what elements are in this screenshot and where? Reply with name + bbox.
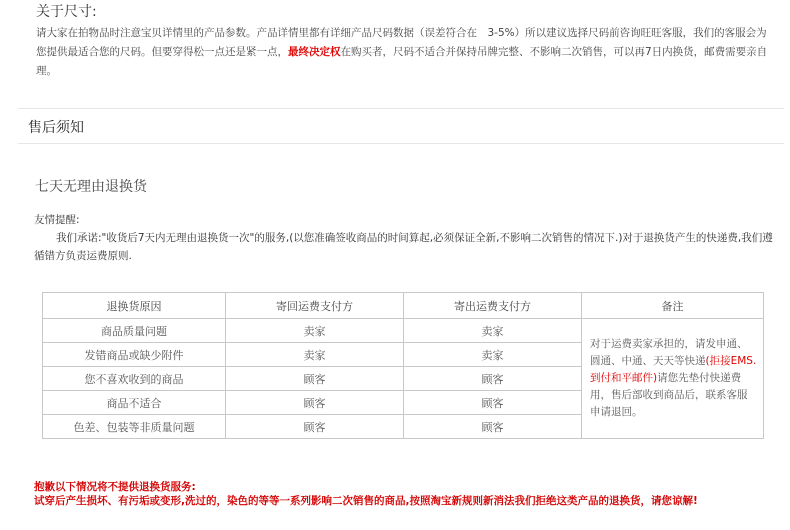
size-paragraph-text-2: 在购买者，尺码不适合并保持吊牌完整、不影响二次销售，可以再7日内换货，邮费需要亲自理。 xyxy=(36,46,768,77)
cell-return-payer: 卖家 xyxy=(226,343,404,367)
return-policy-subtitle: 七天无理由退换货 xyxy=(35,179,147,195)
cell-return-payer: 顾客 xyxy=(226,367,404,391)
after-sales-title: 售后须知 xyxy=(28,120,84,136)
header-reason: 退换货原因 xyxy=(43,293,226,319)
cell-send-payer: 卖家 xyxy=(404,319,582,343)
cell-send-payer: 卖家 xyxy=(404,343,582,367)
table-row xyxy=(43,319,764,343)
size-paragraph-emphasis: 最终决定权 xyxy=(288,46,341,58)
size-section-title: 关于尺寸: xyxy=(36,4,97,20)
note-text-1: 对于运费卖家承担的，请发申通、圆通、中通、天天等快递 xyxy=(590,338,748,367)
cell-send-payer: 顾客 xyxy=(404,391,582,415)
cell-reason: 商品不适合 xyxy=(43,391,226,415)
table-header-row xyxy=(43,293,764,319)
header-note: 备注 xyxy=(582,293,764,319)
cell-send-payer: 顾客 xyxy=(404,415,582,439)
cell-reason: 发错商品或缺少附件 xyxy=(43,343,226,367)
size-paragraph-text-1: 请大家在拍物品时注意宝贝详情里的产品参数。产品详情里都有详细产品尺码数据（误差符合在 3-5%）所以建议选择尺码前咨询旺旺客服，我们的客服会为您提供最适合您的尺码。但要穿得松一点还是紧一点， xyxy=(36,27,767,58)
note-text-2: 请您先垫付快递费用，售后部收到商品后，联系客服申请退回。 xyxy=(590,372,748,418)
notice-body xyxy=(34,229,774,265)
notice-text: 我们承诺:"收货后7天内无理由退换货一次"的服务,(以您准确签收商品的时间算起,必须保证全新,不影响二次销售的情况下.)对于退换货产生的快递费,我们遵循错方负责运费原则. xyxy=(34,232,773,262)
cell-reason: 色差、包装等非质量问题 xyxy=(43,415,226,439)
no-return-body: 试穿后产生损坏、有污垢或变形,洗过的，染色的等等一系列影响二次销售的商品,按照淘宝新规则新消法我们拒绝这类产品的退换货，请您谅解! xyxy=(34,495,698,507)
return-policy-table xyxy=(42,292,764,439)
cell-return-payer: 顾客 xyxy=(226,415,404,439)
size-section-paragraph xyxy=(36,24,772,81)
divider-bottom xyxy=(18,143,784,144)
header-return-shipping-payer: 寄回运费支付方 xyxy=(226,293,404,319)
cell-send-payer: 顾客 xyxy=(404,367,582,391)
cell-reason: 您不喜欢收到的商品 xyxy=(43,367,226,391)
cell-reason: 商品质量问题 xyxy=(43,319,226,343)
note-text-red: (拒接EMS.到付和平邮件) xyxy=(590,355,757,384)
divider-top xyxy=(18,108,784,109)
notice-title: 友情提醒: xyxy=(34,214,80,226)
header-send-shipping-payer: 寄出运费支付方 xyxy=(404,293,582,319)
cell-return-payer: 卖家 xyxy=(226,319,404,343)
no-return-title: 抱歉以下情况将不提供退换货服务: xyxy=(34,481,196,493)
cell-note xyxy=(582,319,764,439)
cell-return-payer: 顾客 xyxy=(226,391,404,415)
